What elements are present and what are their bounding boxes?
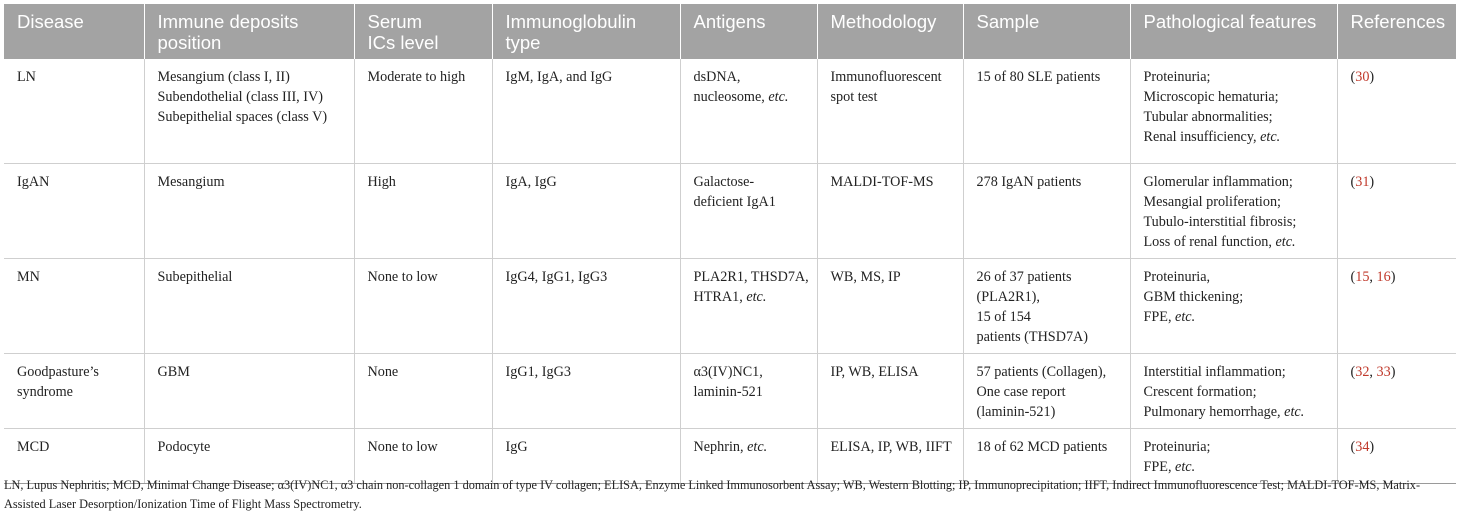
cell-methodology: Immunofluorescent spot test xyxy=(817,59,963,163)
table-row xyxy=(4,428,1456,483)
cell-sample: 15 of 80 SLE patients xyxy=(963,59,1130,163)
cell-references: (15, 16) xyxy=(1337,258,1456,353)
cell-methodology: MALDI-TOF-MS xyxy=(817,163,963,258)
cell-references: (32, 33) xyxy=(1337,353,1456,428)
header-row xyxy=(4,4,1456,59)
cell-serum: None to low xyxy=(354,428,492,483)
header-antigens: Antigens xyxy=(680,4,817,59)
cell-antigens: dsDNA, nucleosome, etc. xyxy=(680,59,817,163)
cell-methodology: WB, MS, IP xyxy=(817,258,963,353)
cell-serum: Moderate to high xyxy=(354,59,492,163)
reference-link[interactable]: 33 xyxy=(1376,363,1391,380)
cell-features: Interstitial inflammation; Crescent formation; Pulmonary hemorrhage, etc. xyxy=(1130,353,1337,428)
cell-sample: 26 of 37 patients (PLA2R1), 15 of 154 patients (THSD7A) xyxy=(963,258,1130,353)
cell-references: (34) xyxy=(1337,428,1456,483)
cell-serum: High xyxy=(354,163,492,258)
table-row xyxy=(4,163,1456,258)
cell-antigens: α3(IV)NC1, laminin-521 xyxy=(680,353,817,428)
header-sample: Sample xyxy=(963,4,1130,59)
cell-methodology: IP, WB, ELISA xyxy=(817,353,963,428)
cell-sample: 278 IgAN patients xyxy=(963,163,1130,258)
header-methodology: Methodology xyxy=(817,4,963,59)
cell-ig-type: IgG xyxy=(492,428,680,483)
cell-position: Subepithelial xyxy=(144,258,354,353)
cell-features: Proteinuria; FPE, etc. xyxy=(1130,428,1337,483)
reference-link[interactable]: 16 xyxy=(1376,268,1391,285)
data-table xyxy=(4,4,1456,484)
cell-antigens: Galactose- deficient IgA1 xyxy=(680,163,817,258)
cell-ig-type: IgG1, IgG3 xyxy=(492,353,680,428)
cell-disease: MCD xyxy=(4,428,144,483)
header-references: References xyxy=(1337,4,1456,59)
cell-references: (31) xyxy=(1337,163,1456,258)
cell-sample: 57 patients (Collagen), One case report (laminin-521) xyxy=(963,353,1130,428)
reference-link[interactable]: 31 xyxy=(1355,173,1370,190)
cell-serum: None xyxy=(354,353,492,428)
header-disease: Disease xyxy=(4,4,144,59)
table-row xyxy=(4,353,1456,428)
table-row xyxy=(4,258,1456,353)
cell-serum: None to low xyxy=(354,258,492,353)
cell-sample: 18 of 62 MCD patients xyxy=(963,428,1130,483)
reference-link[interactable]: 32 xyxy=(1355,363,1370,380)
reference-link[interactable]: 15 xyxy=(1355,268,1370,285)
cell-methodology: ELISA, IP, WB, IIFT xyxy=(817,428,963,483)
header-pathological-features: Pathological features xyxy=(1130,4,1337,59)
cell-disease: MN xyxy=(4,258,144,353)
cell-ig-type: IgA, IgG xyxy=(492,163,680,258)
cell-position: GBM xyxy=(144,353,354,428)
cell-features: Glomerular inflammation; Mesangial proliferation; Tubulo-interstitial fibrosis; Loss of renal function, etc. xyxy=(1130,163,1337,258)
cell-ig-type: IgG4, IgG1, IgG3 xyxy=(492,258,680,353)
cell-disease: Goodpasture’s syndrome xyxy=(4,353,144,428)
header-immunoglobulin-type: Immunoglobulin type xyxy=(492,4,680,59)
cell-antigens: PLA2R1, THSD7A, HTRA1, etc. xyxy=(680,258,817,353)
cell-ig-type: IgM, IgA, and IgG xyxy=(492,59,680,163)
table-row xyxy=(4,59,1456,163)
cell-disease: LN xyxy=(4,59,144,163)
cell-position: Mesangium (class I, II) Subendothelial (class III, IV) Subepithelial spaces (class V) xyxy=(144,59,354,163)
cell-position: Mesangium xyxy=(144,163,354,258)
cell-position: Podocyte xyxy=(144,428,354,483)
cell-disease: IgAN xyxy=(4,163,144,258)
cell-references: (30) xyxy=(1337,59,1456,163)
cell-features: Proteinuria; Microscopic hematuria; Tubular abnormalities; Renal insufficiency, etc. xyxy=(1130,59,1337,163)
header-serum-ics-level: Serum ICs level xyxy=(354,4,492,59)
reference-link[interactable]: 34 xyxy=(1355,438,1370,455)
cell-antigens: Nephrin, etc. xyxy=(680,428,817,483)
table-footnote: LN, Lupus Nephritis; MCD, Minimal Change Disease; α3(IV)NC1, α3 chain non-collagen 1 domain of type IV collagen; ELISA, Enzyme Linked Immunosorbent Assay; WB, Western Blotting; IP, Immunoprecipitation; IIFT, Indirect Immunofluorescence Test; MALDI-TOF-MS, Matrix-Assisted Laser Desorption/Ionization Time of Flight Mass Spectrometry. xyxy=(4,478,1421,511)
cell-features: Proteinuria, GBM thickening; FPE, etc. xyxy=(1130,258,1337,353)
header-immune-deposits-position: Immune deposits position xyxy=(144,4,354,59)
reference-link[interactable]: 30 xyxy=(1355,69,1370,85)
